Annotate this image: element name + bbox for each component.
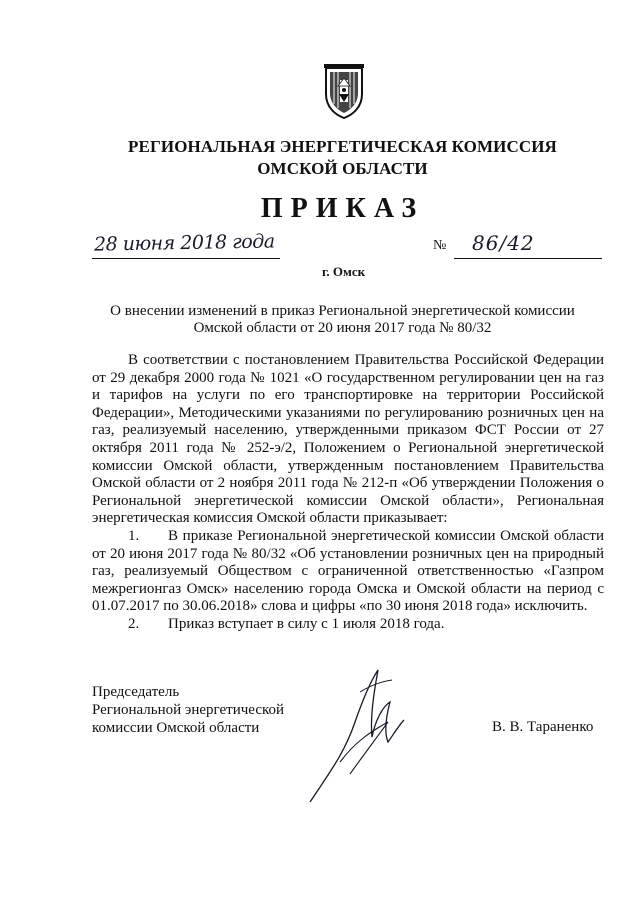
- handwritten-number: 86/42: [472, 231, 535, 255]
- order-item-1: [92, 528, 604, 616]
- signer-name: В. В. Тараненко: [492, 719, 594, 735]
- city-label: г. Омск: [322, 264, 366, 279]
- signer-position: [92, 683, 284, 737]
- handwritten-signature-icon: [300, 662, 420, 812]
- item-number: 2.: [128, 615, 140, 632]
- org-name-line2: ОМСКОЙ ОБЛАСТИ: [257, 159, 428, 178]
- item-number: 1.: [128, 527, 140, 544]
- preamble-paragraph: В соответствии с постановлением Правительства Российской Федерации от 29 декабря 2000 года № 1021 «О государственном регулировании цен на газ и тарифов на услуги по его транспортировке на территории Российской Федерации», Методическими указаниями по регулированию розничных цен на газ, реализуемый населению, утвержденными приказом ФСТ России от 27 октября 2011 года № 252-э/2, Положением о Региональной энергетической комиссии Омской области, утвержденным постановлением Правительства Омской области от 2 ноября 2011 года № 212-п «Об утверждении Положения о Региональной энергетической комиссии Омской области», Региональная энергетическая комиссия Омской области приказывает:: [92, 352, 604, 527]
- order-body: [92, 352, 604, 634]
- number-underline: [454, 258, 602, 259]
- order-item-2: [92, 616, 604, 634]
- handwritten-date: 28 июня 2018 года: [93, 230, 275, 256]
- signer-position-line3: комиссии Омской области: [92, 720, 260, 736]
- subject-line2: Омской области от 20 июня 2017 года № 80/32: [193, 320, 492, 336]
- date-underline: [92, 258, 280, 259]
- signer-position-line2: Региональной энергетической: [92, 702, 285, 718]
- order-subject: [80, 303, 605, 337]
- subject-line1: О внесении изменений в приказ Региональной энергетической комиссии: [110, 303, 575, 319]
- omsk-coat-of-arms-icon: [322, 64, 366, 120]
- item-text: Приказ вступает в силу с 1 июля 2018 года.: [168, 615, 445, 632]
- org-name-line1: РЕГИОНАЛЬНАЯ ЭНЕРГЕТИЧЕСКАЯ КОМИССИЯ: [128, 137, 557, 156]
- number-sign: №: [433, 238, 447, 253]
- document-title: ПРИКАЗ: [260, 193, 425, 224]
- signer-position-line1: Председатель: [92, 684, 180, 700]
- item-text: В приказе Региональной энергетической комиссии Омской области от 20 июня 2017 года № 80/32 «Об установлении розничных цен на природный газ, реализуемый Обществом с ограниченной ответственностью «Газпром межрегионгаз Омск» населению города Омска и Омской области на период с 01.07.2017 по 30.06.2018» слова и цифры «по 30 июня 2018 года» исключить.: [92, 527, 604, 615]
